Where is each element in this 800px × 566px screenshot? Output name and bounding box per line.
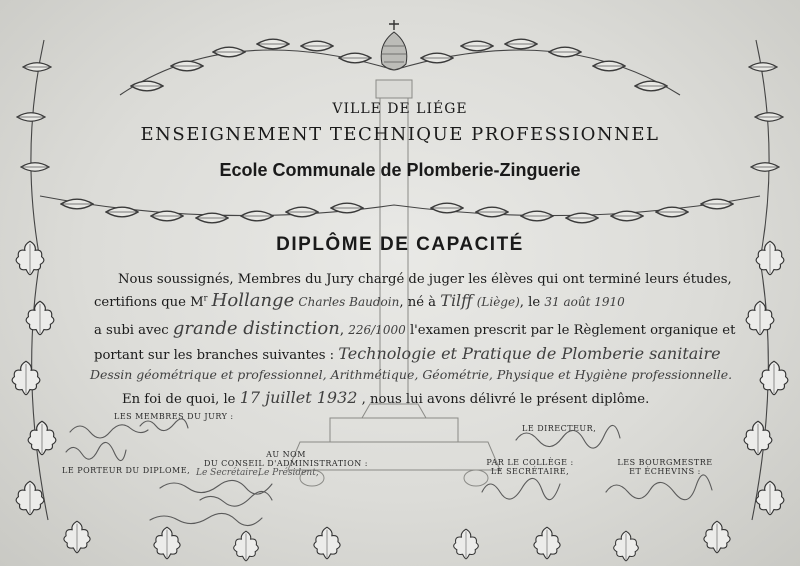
holder-given-names: Charles Baudoin (298, 295, 400, 309)
secretary-sign-label: Le Secrétaire, (196, 468, 261, 478)
bearer-label: LE PORTEUR DU DIPLOME, (62, 466, 191, 475)
board-label-1: AU NOM (266, 450, 306, 459)
birthplace: Tilff (440, 291, 473, 310)
body-line-3: a subi avec grande distinction, 226/1000 l'examen prescrit par le Règlement organique et (94, 318, 736, 339)
director-label: LE DIRECTEUR, (522, 424, 597, 433)
aldermen-label-1: LES BOURGMESTRE (617, 458, 713, 467)
title-abbrev: r (203, 293, 208, 303)
jury-members-label: LES MEMBRES DU JURY : (114, 412, 234, 421)
college-signature (482, 478, 560, 499)
diploma-title: DIPLÔME DE CAPACITÉ (276, 234, 524, 255)
college-label-1: PAR LE COLLÈGE : (486, 458, 574, 467)
board-signature-1 (160, 480, 272, 494)
extra-signature (150, 513, 262, 525)
school-name: Ecole Communale de Plomberie-Zinguerie (219, 160, 581, 180)
president-sign-label: Le Président, (258, 468, 319, 478)
faith-suffix: , nous lui avons délivré le présent diplôme. (361, 392, 650, 407)
branches-line-2: Dessin géométrique et professionnel, Arithmétique, Géométrie, Physique et Hygiène professionnelle. (90, 367, 733, 382)
score: 226/1000 (348, 323, 406, 337)
jury-signature-1 (70, 425, 148, 438)
city-heading: VILLE DE LIÉGE (332, 101, 468, 117)
college-label-2: LE SECRÉTAIRE, (490, 467, 570, 476)
birth-date: 31 août 1910 (544, 295, 625, 309)
alderman-signature (606, 475, 712, 500)
date-separator: , le (519, 295, 541, 310)
branches-prefix: portant sur les branches suivantes : (94, 348, 335, 363)
department-heading: ENSEIGNEMENT TECHNIQUE PROFESSIONNEL (140, 124, 660, 145)
born-at-label: , né à (399, 295, 437, 310)
board-label-2: DU CONSEIL D'ADMINISTRATION : (203, 459, 368, 468)
passed-prefix: a subi avec (94, 323, 169, 338)
holder-surname: Hollange (211, 290, 295, 311)
branches-line-1: Technologie et Pratique de Plomberie sanitaire (338, 344, 721, 363)
certify-prefix: certifions que M (94, 295, 204, 310)
jury-signature-3 (66, 442, 126, 460)
jury-signature-2 (140, 419, 188, 431)
faith-prefix: En foi de quoi, le (122, 392, 236, 407)
passed-suffix: l'examen prescrit par le Règlement organique et (409, 323, 736, 338)
director-signature (516, 425, 620, 448)
body-line-1: Nous soussignés, Membres du Jury chargé de juger les élèves qui ont terminé leurs études, (118, 272, 732, 287)
birth-region: (Liège) (476, 295, 520, 309)
distinction: grande distinction (172, 318, 340, 339)
issue-date: 17 juillet 1932 (239, 388, 358, 407)
aldermen-label-2: ET ÉCHEVINS : (629, 467, 701, 476)
